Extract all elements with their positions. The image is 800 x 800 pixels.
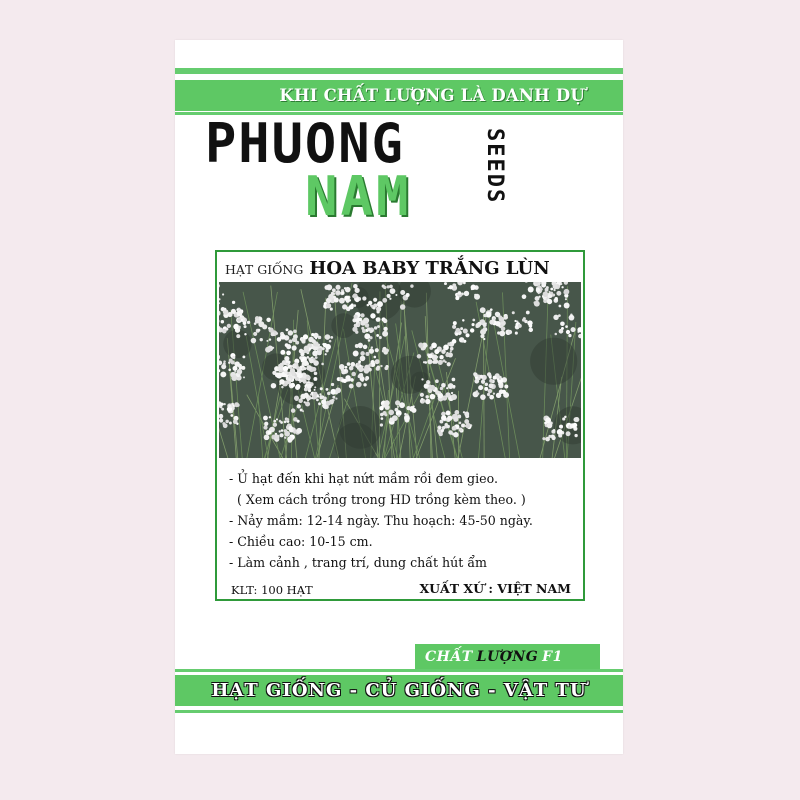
net-weight: KLT: 100 HẠT [231, 583, 313, 597]
slogan-text: KHI CHẤT LƯỢNG LÀ DANH DỰ [279, 86, 585, 105]
instruction-line: - Làm cảnh , trang trí, dung chất hút ẩm [229, 555, 487, 570]
quality-word1: CHẤT [425, 648, 473, 665]
baby-breath-flowers-photo-icon [219, 282, 581, 458]
card-footer [231, 581, 571, 597]
product-card [215, 250, 585, 601]
instruction-line: ( Xem cách trồng trong HD trồng kèm theo. ) [229, 492, 526, 507]
title-prefix: HẠT GIỐNG [225, 262, 304, 277]
origin: XUẤT XỨ : VIỆT NAM [419, 581, 571, 596]
instruction-line: - Ủ hạt đến khi hạt nứt mầm rồi đem gieo. [229, 471, 498, 486]
instruction-line: - Nảy mầm: 12-14 ngày. Thu hoạch: 45-50 ngày. [229, 513, 533, 528]
quality-word2: LƯỢNG [476, 648, 539, 665]
footer-text: HẠT GIỐNG - CỦ GIỐNG - VẬT TƯ [211, 680, 587, 701]
bottom-band-underline [175, 710, 623, 713]
product-title [217, 252, 583, 282]
brand-phuong: PHUONG [205, 112, 405, 176]
slogan-band [175, 80, 623, 111]
flower-photo [219, 282, 581, 458]
brand-seeds-vertical: SEEDS [482, 128, 507, 205]
brand-nam: NAM [305, 165, 412, 228]
seed-packet [175, 40, 623, 754]
quality-grade: F1 [542, 648, 563, 665]
title-main: HOA BABY TRẮNG LÙN [309, 258, 550, 279]
top-divider-line [175, 68, 623, 74]
instructions [229, 468, 579, 573]
footer-band [175, 675, 623, 706]
bottom-band-topline [175, 669, 623, 672]
quality-badge [415, 644, 600, 669]
instruction-line: - Chiều cao: 10-15 cm. [229, 534, 373, 549]
